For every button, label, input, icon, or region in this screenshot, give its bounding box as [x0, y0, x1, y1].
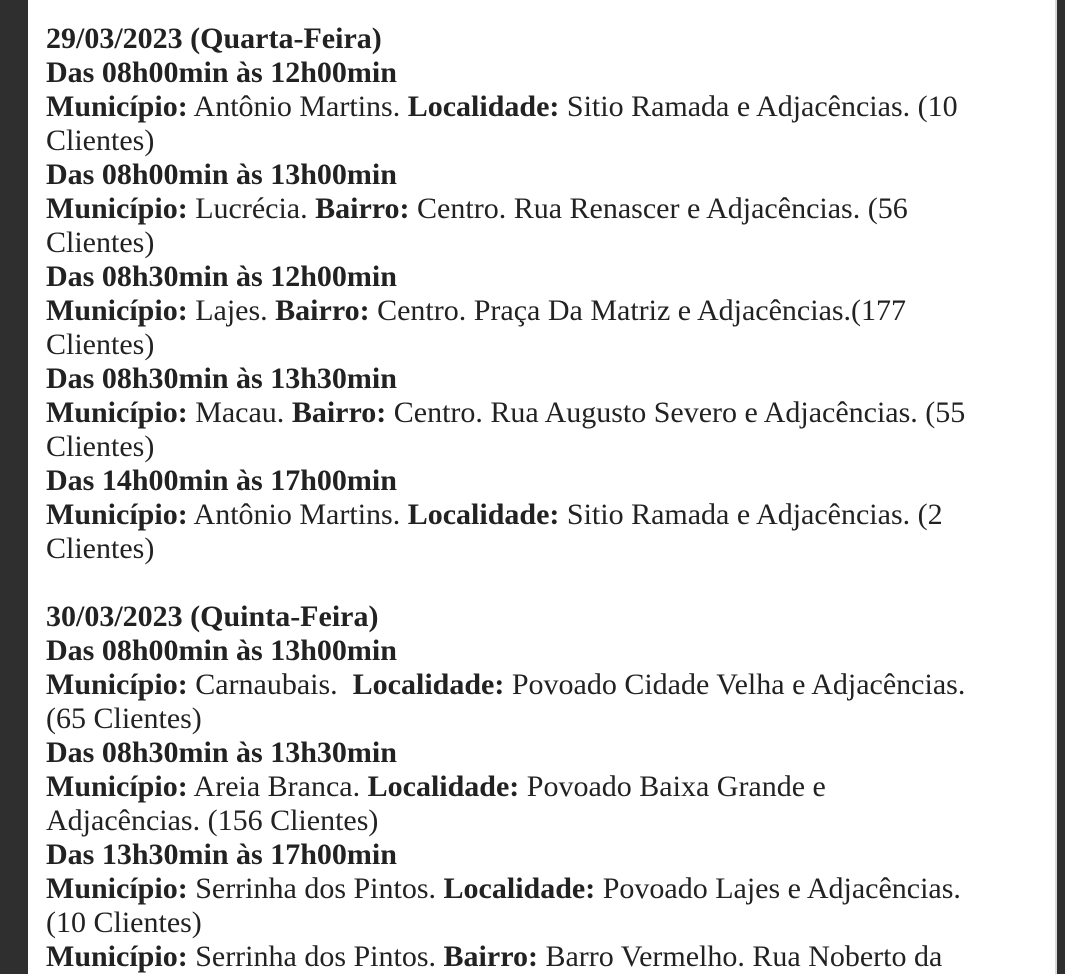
locality-label: Bairro:	[291, 396, 387, 429]
locality-label: Bairro:	[315, 192, 410, 225]
entry-continuation: (10 Clientes)	[46, 906, 202, 939]
municipio-value: Serrinha dos Pintos.	[195, 940, 437, 973]
locality-label: Localidade:	[407, 90, 560, 123]
entry-time: Das 08h30min às 12h00min	[46, 260, 397, 293]
locality-label: Localidade:	[443, 872, 596, 905]
entry-location	[46, 668, 1036, 702]
schedule-entry	[46, 940, 1036, 974]
locality-label: Bairro:	[275, 294, 370, 327]
municipio-label: Município:	[46, 770, 188, 803]
schedule-entry	[46, 260, 1036, 362]
schedule-entry	[46, 464, 1036, 566]
entry-location	[46, 770, 1036, 804]
locality-label: Localidade:	[352, 668, 505, 701]
entry-time: Das 08h00min às 13h00min	[46, 158, 397, 191]
locality-label: Localidade:	[407, 498, 560, 531]
municipio-label: Município:	[46, 90, 188, 123]
entry-location	[46, 940, 1036, 974]
entry-continuation: (65 Clientes)	[46, 702, 202, 735]
entry-location	[46, 872, 1036, 906]
municipio-value: Lajes.	[195, 294, 268, 327]
entry-continuation: Clientes)	[46, 226, 155, 259]
municipio-label: Município:	[46, 294, 188, 327]
entry-location	[46, 498, 1036, 532]
entry-time: Das 14h00min às 17h00min	[46, 464, 397, 497]
entry-time: Das 08h00min às 13h00min	[46, 634, 397, 667]
locality-value: Sitio Ramada e Adjacências. (10	[566, 90, 958, 123]
locality-value: Centro. Praça Da Matriz e Adjacências.(177	[377, 294, 907, 327]
locality-value: Povoado Baixa Grande e	[526, 770, 826, 803]
schedule-entry	[46, 736, 1036, 838]
locality-label: Bairro:	[443, 940, 538, 973]
locality-value: Centro. Rua Renascer e Adjacências. (56	[417, 192, 908, 225]
municipio-value: Antônio Martins.	[193, 90, 401, 123]
municipio-label: Município:	[46, 396, 188, 429]
locality-label: Localidade:	[367, 770, 520, 803]
section-spacer	[46, 566, 1036, 600]
municipio-value: Serrinha dos Pintos.	[195, 872, 437, 905]
entry-time: Das 08h00min às 12h00min	[46, 56, 397, 89]
entry-continuation: Clientes)	[46, 532, 155, 565]
schedule-entry	[46, 158, 1036, 260]
municipio-value: Areia Branca.	[193, 770, 361, 803]
locality-value: Sitio Ramada e Adjacências. (2	[566, 498, 943, 531]
entry-continuation: Adjacências. (156 Clientes)	[46, 804, 379, 837]
entry-time: Das 08h30min às 13h30min	[46, 362, 397, 395]
locality-value: Povoado Cidade Velha e Adjacências.	[511, 668, 966, 701]
municipio-label: Município:	[46, 872, 188, 905]
municipio-label: Município:	[46, 940, 188, 973]
municipio-value: Lucrécia.	[195, 192, 308, 225]
municipio-label: Município:	[46, 668, 188, 701]
entry-time: Das 13h30min às 17h00min	[46, 838, 397, 871]
page-edge	[1055, 0, 1057, 974]
entry-time: Das 08h30min às 13h30min	[46, 736, 397, 769]
day-date: 30/03/2023 (Quinta-Feira)	[46, 600, 379, 633]
schedule-entry	[46, 634, 1036, 736]
document-content	[46, 0, 1036, 974]
municipio-label: Município:	[46, 498, 188, 531]
locality-value: Povoado Lajes e Adjacências.	[602, 872, 961, 905]
entry-location	[46, 90, 1036, 124]
municipio-value: Macau.	[195, 396, 285, 429]
municipio-label: Município:	[46, 192, 188, 225]
municipio-value: Carnaubais.	[195, 668, 346, 701]
locality-value: Centro. Rua Augusto Severo e Adjacências. (55	[393, 396, 966, 429]
document-page	[28, 0, 1057, 974]
schedule-entry	[46, 838, 1036, 940]
entry-location	[46, 192, 1036, 226]
schedule-entry	[46, 56, 1036, 158]
day-section	[46, 22, 1036, 566]
municipio-value: Antônio Martins.	[193, 498, 401, 531]
entry-continuation: Clientes)	[46, 124, 155, 157]
day-date: 29/03/2023 (Quarta-Feira)	[46, 22, 382, 55]
entry-location	[46, 396, 1036, 430]
entry-continuation: Clientes)	[46, 430, 155, 463]
entry-continuation: Clientes)	[46, 328, 155, 361]
day-section	[46, 600, 1036, 974]
entry-location	[46, 294, 1036, 328]
schedule-entry	[46, 362, 1036, 464]
locality-value: Barro Vermelho. Rua Noberto da	[545, 940, 943, 973]
